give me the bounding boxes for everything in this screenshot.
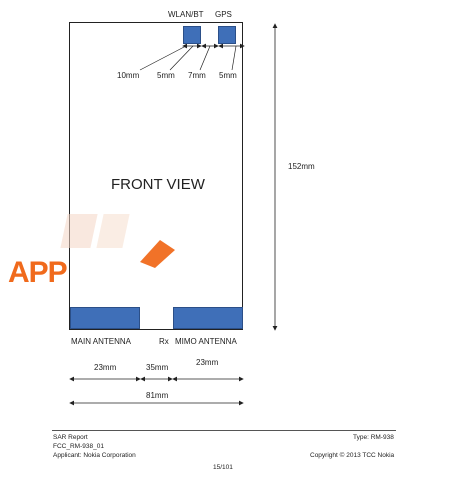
dim-7mm: 7mm: [188, 71, 206, 80]
mimo-antenna-block: [173, 307, 243, 329]
wlan-bt-label: WLAN/BT: [168, 10, 204, 19]
footer-applicant: Applicant: Nokia Corporation: [53, 452, 136, 459]
main-antenna-label: MAIN ANTENNA: [71, 337, 132, 346]
dim-5mm-a: 5mm: [157, 71, 175, 80]
dim-height: 152mm: [288, 162, 315, 171]
footer-copyright: Copyright © 2013 TCC Nokia: [310, 452, 395, 459]
mimo-antenna-label: MIMO ANTENNA: [175, 337, 237, 346]
footer-page-number: 15/101: [213, 464, 233, 471]
main-antenna-block: [70, 307, 140, 329]
footer-type: Type: RM-938: [353, 434, 394, 441]
dim-rx-width: 35mm: [146, 363, 169, 372]
dim-5mm-b: 5mm: [219, 71, 237, 80]
dim-total-width: 81mm: [146, 391, 169, 400]
wlan-bt-antenna: [183, 26, 201, 44]
dim-main-width: 23mm: [94, 363, 117, 372]
dim-mimo-width: 23mm: [196, 358, 219, 367]
footer-fcc: FCC_RM-938_01: [53, 443, 104, 450]
rx-label: Rx: [159, 337, 169, 346]
footer-report: SAR Report: [53, 434, 88, 441]
footer-divider: [52, 430, 396, 431]
gps-antenna: [218, 26, 236, 44]
watermark-logo: APP: [8, 256, 67, 289]
dim-10mm: 10mm: [117, 71, 140, 80]
gps-label: GPS: [215, 10, 232, 19]
front-view-label: FRONT VIEW: [111, 176, 205, 193]
